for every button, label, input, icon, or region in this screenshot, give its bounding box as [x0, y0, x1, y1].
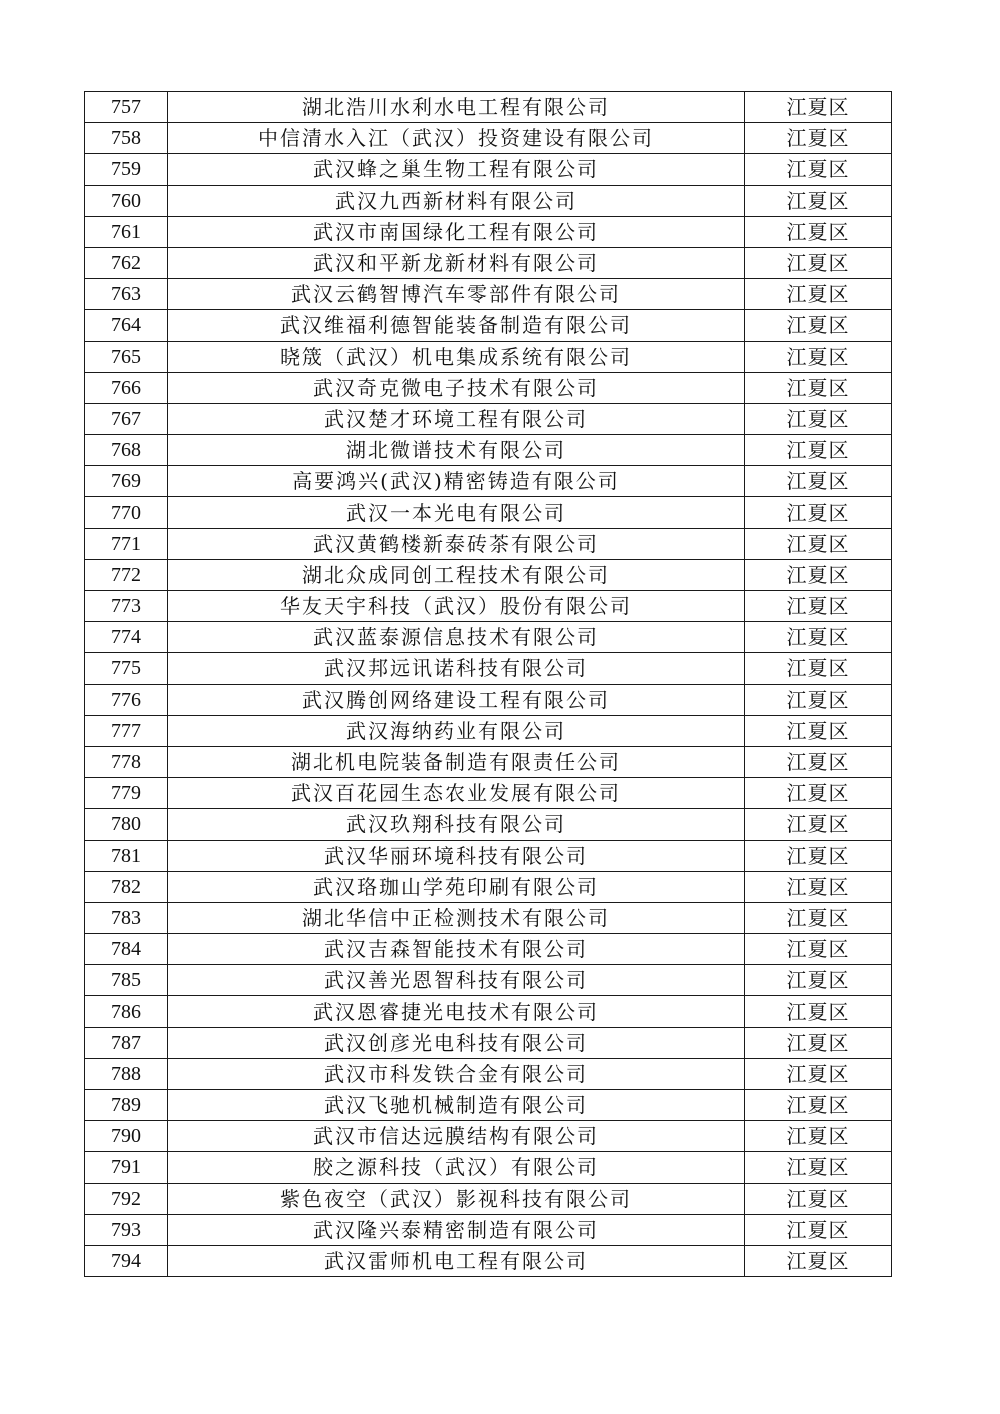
row-number: 772 [85, 559, 168, 590]
company-name: 武汉云鹤智博汽车零部件有限公司 [168, 279, 745, 310]
company-name: 武汉隆兴泰精密制造有限公司 [168, 1214, 745, 1245]
district-name: 江夏区 [745, 559, 892, 590]
company-name: 湖北机电院装备制造有限责任公司 [168, 746, 745, 777]
row-number: 771 [85, 528, 168, 559]
row-number: 759 [85, 154, 168, 185]
row-number: 787 [85, 1027, 168, 1058]
table-row [85, 1058, 892, 1089]
district-name: 江夏区 [745, 372, 892, 403]
row-number: 774 [85, 622, 168, 653]
district-name: 江夏区 [745, 591, 892, 622]
table-row [85, 341, 892, 372]
row-number: 758 [85, 123, 168, 154]
company-name: 武汉创彦光电科技有限公司 [168, 1027, 745, 1058]
table-row [85, 1027, 892, 1058]
company-name: 武汉奇克微电子技术有限公司 [168, 372, 745, 403]
company-name: 武汉黄鹤楼新泰砖茶有限公司 [168, 528, 745, 559]
row-number: 769 [85, 466, 168, 497]
district-name: 江夏区 [745, 1090, 892, 1121]
row-number: 780 [85, 809, 168, 840]
district-name: 江夏区 [745, 653, 892, 684]
table-row [85, 372, 892, 403]
company-name: 武汉腾创网络建设工程有限公司 [168, 684, 745, 715]
table-row [85, 653, 892, 684]
table-row [85, 840, 892, 871]
table-row [85, 1152, 892, 1183]
row-number: 786 [85, 996, 168, 1027]
company-name: 武汉恩睿捷光电技术有限公司 [168, 996, 745, 1027]
company-list-table [84, 91, 892, 1277]
table-row [85, 1090, 892, 1121]
district-name: 江夏区 [745, 684, 892, 715]
row-number: 763 [85, 279, 168, 310]
row-number: 776 [85, 684, 168, 715]
row-number: 794 [85, 1245, 168, 1276]
row-number: 791 [85, 1152, 168, 1183]
table-body [85, 92, 892, 1277]
table-row [85, 622, 892, 653]
district-name: 江夏区 [745, 715, 892, 746]
company-name: 武汉邦远讯诺科技有限公司 [168, 653, 745, 684]
company-name: 武汉和平新龙新材料有限公司 [168, 247, 745, 278]
table-row [85, 1121, 892, 1152]
table-row [85, 92, 892, 123]
district-name: 江夏区 [745, 216, 892, 247]
company-name: 武汉蜂之巢生物工程有限公司 [168, 154, 745, 185]
table-row [85, 154, 892, 185]
table-row [85, 715, 892, 746]
table-row [85, 871, 892, 902]
table-row [85, 403, 892, 434]
table-row [85, 310, 892, 341]
company-name: 湖北微谱技术有限公司 [168, 435, 745, 466]
company-name: 高要鸿兴(武汉)精密铸造有限公司 [168, 466, 745, 497]
table-row [85, 778, 892, 809]
row-number: 766 [85, 372, 168, 403]
district-name: 江夏区 [745, 1152, 892, 1183]
company-name: 武汉一本光电有限公司 [168, 497, 745, 528]
table-row [85, 1183, 892, 1214]
district-name: 江夏区 [745, 934, 892, 965]
company-name: 湖北华信中正检测技术有限公司 [168, 902, 745, 933]
table-row [85, 247, 892, 278]
company-name: 武汉玖翔科技有限公司 [168, 809, 745, 840]
district-name: 江夏区 [745, 1058, 892, 1089]
district-name: 江夏区 [745, 965, 892, 996]
table-row [85, 965, 892, 996]
company-name: 武汉市南国绿化工程有限公司 [168, 216, 745, 247]
district-name: 江夏区 [745, 528, 892, 559]
district-name: 江夏区 [745, 310, 892, 341]
row-number: 761 [85, 216, 168, 247]
district-name: 江夏区 [745, 279, 892, 310]
table-row [85, 528, 892, 559]
district-name: 江夏区 [745, 1027, 892, 1058]
table-row [85, 1245, 892, 1276]
table-row [85, 123, 892, 154]
row-number: 757 [85, 92, 168, 123]
row-number: 775 [85, 653, 168, 684]
row-number: 789 [85, 1090, 168, 1121]
company-name: 紫色夜空（武汉）影视科技有限公司 [168, 1183, 745, 1214]
row-number: 760 [85, 185, 168, 216]
company-name: 武汉雷师机电工程有限公司 [168, 1245, 745, 1276]
table-row [85, 934, 892, 965]
table-row [85, 435, 892, 466]
company-name: 中信清水入江（武汉）投资建设有限公司 [168, 123, 745, 154]
company-name: 武汉吉森智能技术有限公司 [168, 934, 745, 965]
company-name: 武汉楚才环境工程有限公司 [168, 403, 745, 434]
district-name: 江夏区 [745, 622, 892, 653]
company-name: 武汉华丽环境科技有限公司 [168, 840, 745, 871]
district-name: 江夏区 [745, 497, 892, 528]
table-row [85, 216, 892, 247]
company-name: 武汉维福利德智能装备制造有限公司 [168, 310, 745, 341]
district-name: 江夏区 [745, 809, 892, 840]
district-name: 江夏区 [745, 902, 892, 933]
district-name: 江夏区 [745, 840, 892, 871]
row-number: 777 [85, 715, 168, 746]
company-name: 武汉飞驰机械制造有限公司 [168, 1090, 745, 1121]
table-row [85, 591, 892, 622]
district-name: 江夏区 [745, 403, 892, 434]
company-name: 武汉市信达远膜结构有限公司 [168, 1121, 745, 1152]
table-row [85, 996, 892, 1027]
table-row [85, 746, 892, 777]
row-number: 793 [85, 1214, 168, 1245]
table-row [85, 1214, 892, 1245]
company-name: 胶之源科技（武汉）有限公司 [168, 1152, 745, 1183]
row-number: 785 [85, 965, 168, 996]
table-row [85, 497, 892, 528]
company-name: 武汉善光恩智科技有限公司 [168, 965, 745, 996]
company-name: 武汉百花园生态农业发展有限公司 [168, 778, 745, 809]
row-number: 782 [85, 871, 168, 902]
district-name: 江夏区 [745, 1214, 892, 1245]
company-name: 武汉海纳药业有限公司 [168, 715, 745, 746]
district-name: 江夏区 [745, 1183, 892, 1214]
row-number: 779 [85, 778, 168, 809]
district-name: 江夏区 [745, 92, 892, 123]
table-row [85, 279, 892, 310]
district-name: 江夏区 [745, 466, 892, 497]
company-name: 湖北众成同创工程技术有限公司 [168, 559, 745, 590]
district-name: 江夏区 [745, 341, 892, 372]
row-number: 781 [85, 840, 168, 871]
row-number: 765 [85, 341, 168, 372]
company-name: 武汉九西新材料有限公司 [168, 185, 745, 216]
district-name: 江夏区 [745, 1245, 892, 1276]
row-number: 778 [85, 746, 168, 777]
row-number: 773 [85, 591, 168, 622]
district-name: 江夏区 [745, 778, 892, 809]
table-row [85, 185, 892, 216]
row-number: 783 [85, 902, 168, 933]
table-row [85, 466, 892, 497]
district-name: 江夏区 [745, 1121, 892, 1152]
row-number: 792 [85, 1183, 168, 1214]
row-number: 764 [85, 310, 168, 341]
company-name: 武汉市科发铁合金有限公司 [168, 1058, 745, 1089]
row-number: 767 [85, 403, 168, 434]
company-name: 湖北浩川水利水电工程有限公司 [168, 92, 745, 123]
row-number: 762 [85, 247, 168, 278]
company-name: 华友天宇科技（武汉）股份有限公司 [168, 591, 745, 622]
district-name: 江夏区 [745, 746, 892, 777]
company-name: 武汉珞珈山学苑印刷有限公司 [168, 871, 745, 902]
district-name: 江夏区 [745, 123, 892, 154]
district-name: 江夏区 [745, 154, 892, 185]
district-name: 江夏区 [745, 871, 892, 902]
row-number: 790 [85, 1121, 168, 1152]
table-row [85, 559, 892, 590]
district-name: 江夏区 [745, 185, 892, 216]
company-name: 晓筬（武汉）机电集成系统有限公司 [168, 341, 745, 372]
company-name: 武汉蓝泰源信息技术有限公司 [168, 622, 745, 653]
district-name: 江夏区 [745, 247, 892, 278]
table-row [85, 902, 892, 933]
row-number: 784 [85, 934, 168, 965]
district-name: 江夏区 [745, 996, 892, 1027]
table-row [85, 809, 892, 840]
table-row [85, 684, 892, 715]
row-number: 770 [85, 497, 168, 528]
row-number: 788 [85, 1058, 168, 1089]
district-name: 江夏区 [745, 435, 892, 466]
row-number: 768 [85, 435, 168, 466]
